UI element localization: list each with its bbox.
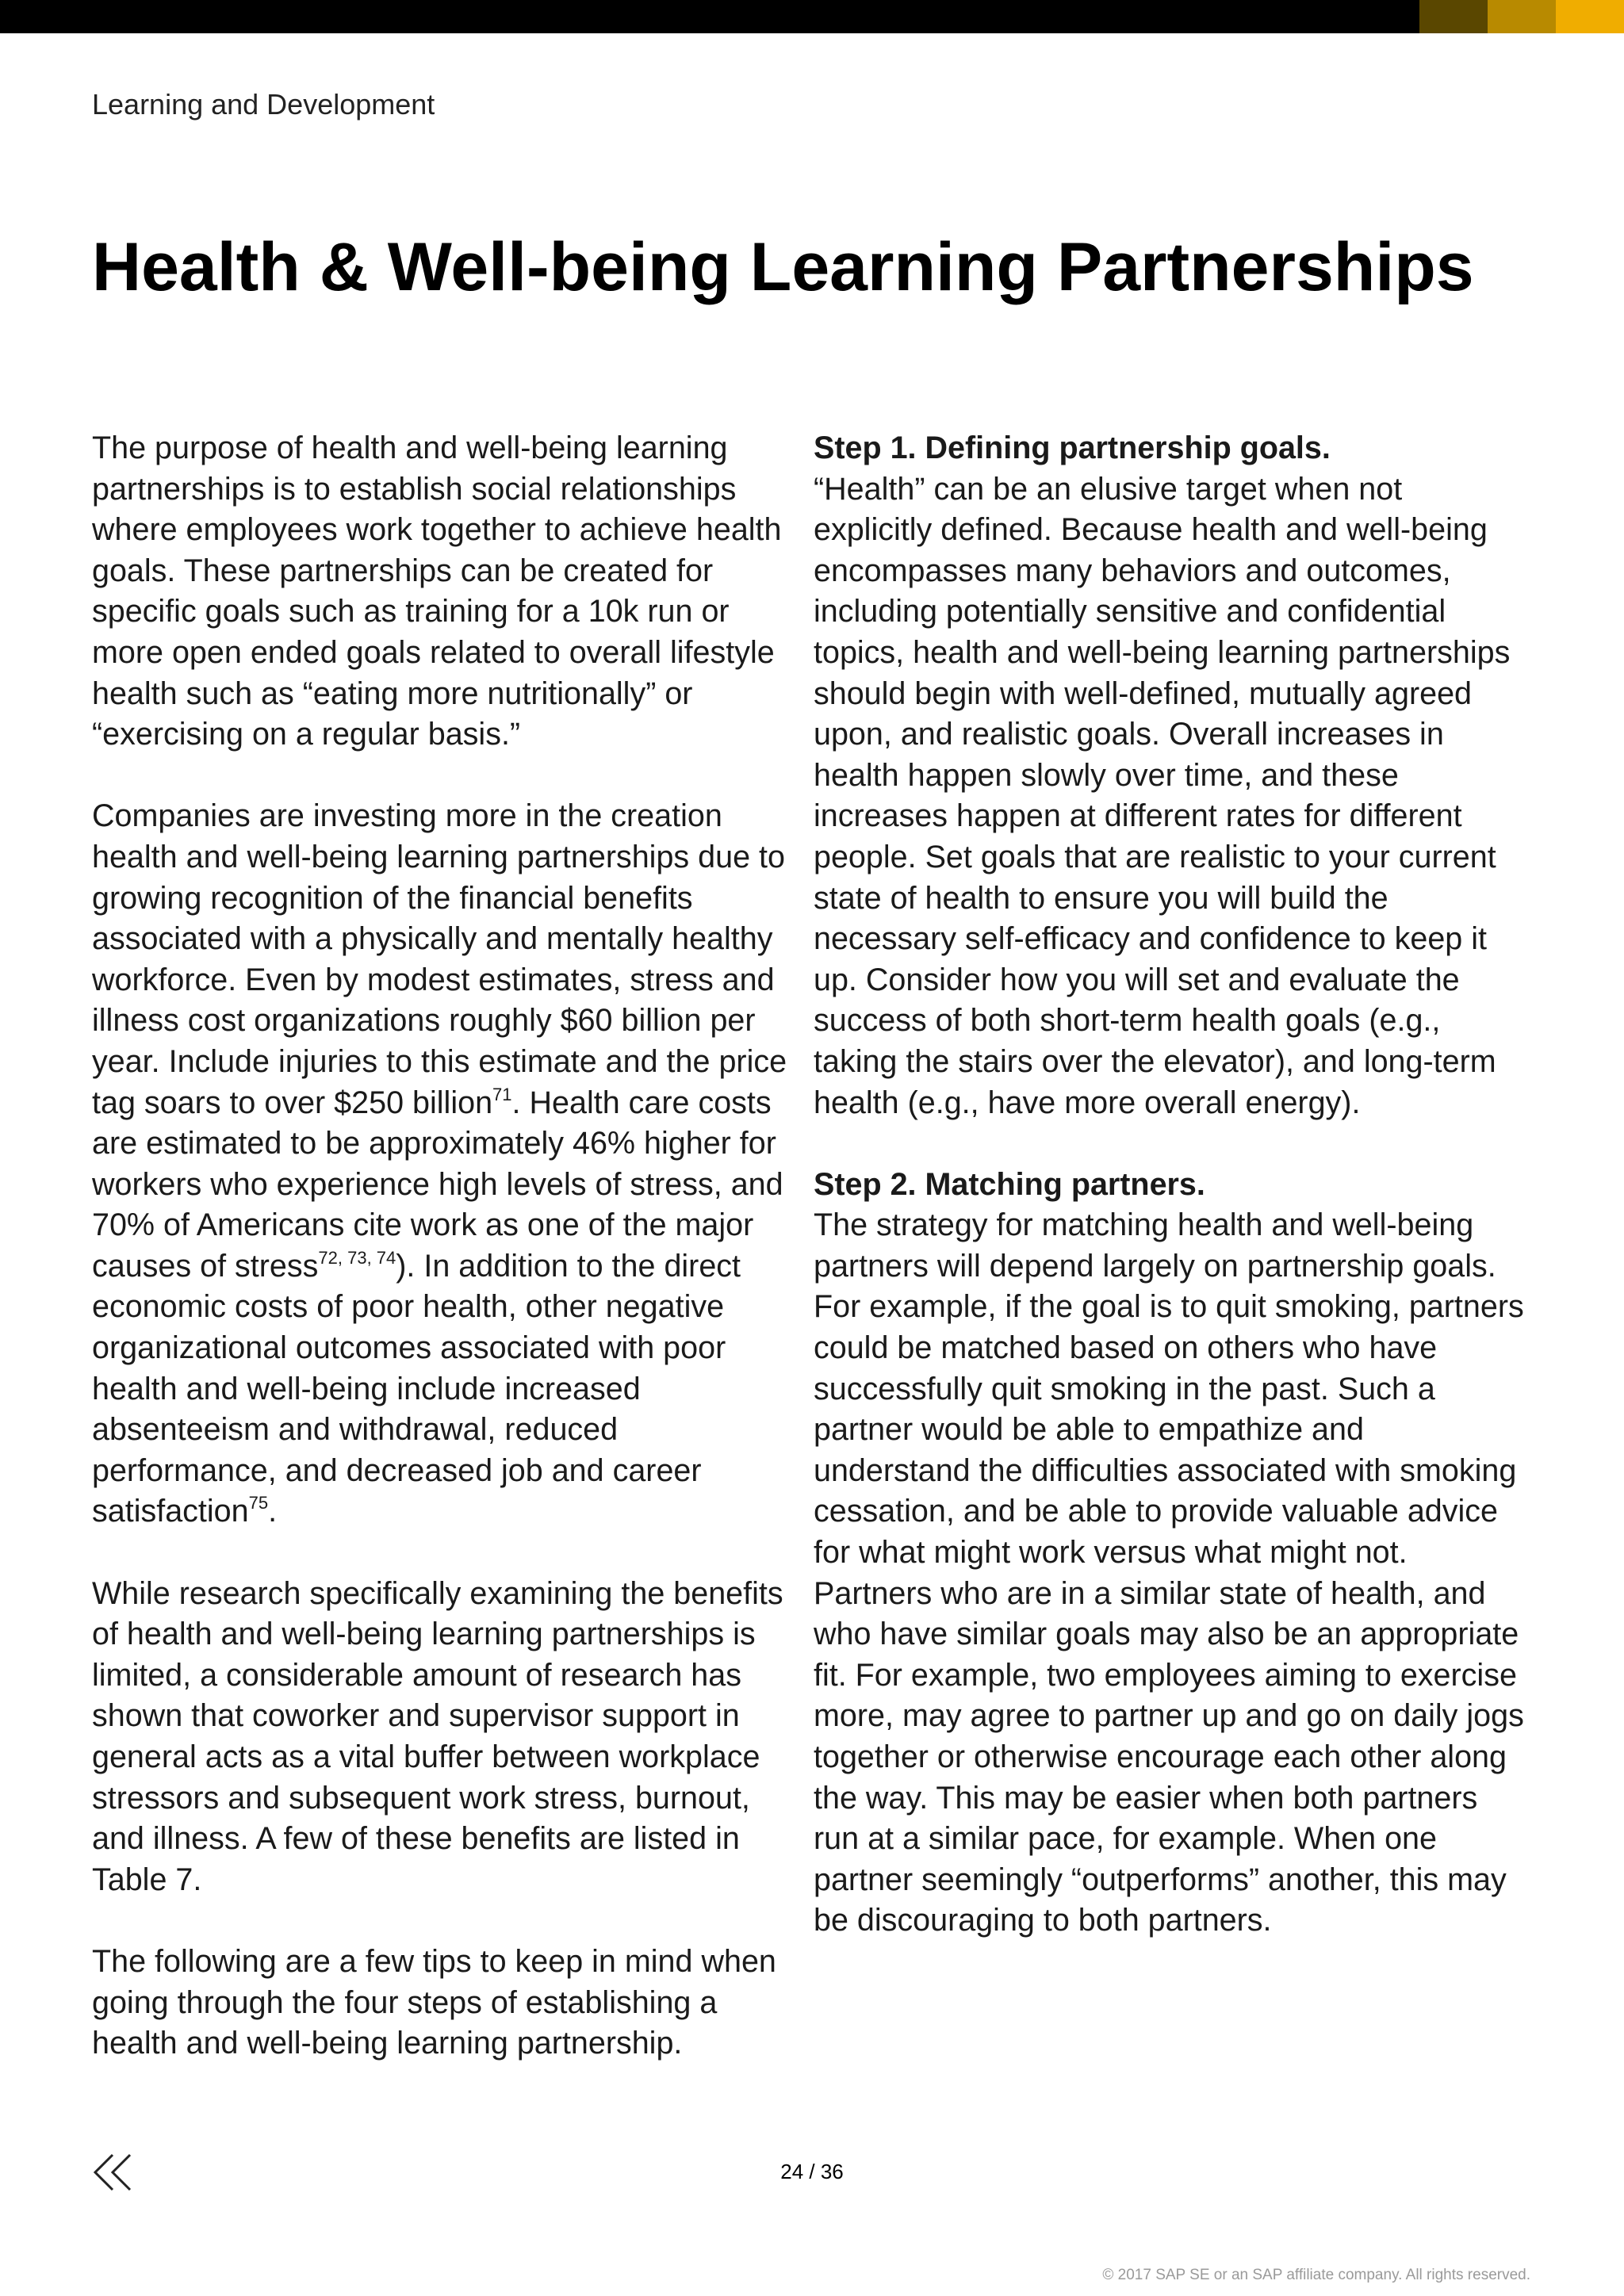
- tips-paragraph: The following are a few tips to keep in mind when going through the four steps of establishing a health and well-being learning partnership.: [92, 1943, 776, 2061]
- brand-accent-segment-light: [1556, 0, 1624, 33]
- copyright-notice: © 2017 SAP SE or an SAP affiliate company. All rights reserved.: [1102, 2267, 1530, 2283]
- brand-accent-segment-dark: [1419, 0, 1488, 33]
- investment-text-3: ). In addition to the direct economic costs of poor health, other negative organizational outcomes associated with poor health and well-being include increased absenteeism and withdrawal, reduced performance, and decreased job and career satisfaction: [92, 1248, 741, 1529]
- top-brand-bar: [0, 0, 1624, 33]
- page-title: Health & Well-being Learning Partnerships: [92, 229, 1474, 305]
- section-label: Learning and Development: [92, 88, 435, 121]
- investment-text-1: Companies are investing more in the creation health and well-being learning partnerships due to growing recognition of the financial benefits associated with a physically and mentally healthy workforce. Even by modest estimates, stress and illness cost organizations roughly $60 billion per year. Include injuries to this estimate and the price tag soars to over $250 billion: [92, 798, 787, 1120]
- reference-72-74: 72, 73, 74: [318, 1247, 396, 1268]
- reference-71: 71: [492, 1084, 512, 1104]
- reference-75: 75: [248, 1493, 269, 1513]
- left-column: [92, 428, 806, 2105]
- investment-paragraph: [92, 796, 806, 1533]
- step2-heading: Step 2. Matching partners.: [814, 1166, 1205, 1202]
- research-paragraph: While research specifically examining the benefits of health and well-being learning partnerships is limited, a considerable amount of research has shown that coworker and supervisor support in general acts as a vital buffer between workplace stressors and subsequent work stress, burnout, and illness. A few of these benefits are listed in Table 7.: [92, 1575, 783, 1897]
- investment-text-4: .: [268, 1494, 278, 1529]
- step1-body: “Health” can be an elusive target when not explicitly defined. Because health and well-being encompasses many behaviors and outcomes, including potentially sensitive and confidential topics, health and well-being learning partnerships should begin with well-defined, mutually agreed upon, and realistic goals. Overall increases in health happen slowly over time, and these increases happen at different rates for different people. Set goals that are realistic to your current state of health to ensure you will build the necessary self-efficacy and confidence to keep it up. Consider how you will set and evaluate the success of both short-term health goals (e.g., taking the stairs over the elevator), and long-term health (e.g., have more overall energy).: [814, 471, 1511, 1120]
- page-number: 24 / 36: [780, 2160, 844, 2183]
- brand-accent-segment-mid: [1488, 0, 1556, 33]
- step1-heading: Step 1. Defining partnership goals.: [814, 430, 1331, 465]
- investment-text-2: . Health care costs are estimated to be approximately 46% higher for workers who experience high levels of stress, and 70% of Americans cite work as one of the major causes of stress: [92, 1085, 783, 1284]
- right-column: [814, 428, 1527, 1983]
- step2-body: The strategy for matching health and well-being partners will depend largely on partnership goals. For example, if the goal is to quit smoking, partners could be matched based on others who have successfully quit smoking in the past. Such a partner would be able to empathize and understand the difficulties associated with smoking cessation, and be able to provide valuable advice for what might work versus what might not. Partners who are in a similar state of health, and who have similar goals may also be an appropriate fit. For example, two employees aiming to exercise more, may agree to partner up and go on daily jogs together or otherwise encourage each other along the way. This may be easier when both partners run at a similar pace, for example. When one partner seemingly “outperforms” another, this may be discouraging to both partners.: [814, 1207, 1524, 1938]
- intro-paragraph: The purpose of health and well-being learning partnerships is to establish social relationships where employees work together to achieve health goals. These partnerships can be created for specific goals such as training for a 10k run or more open ended goals related to overall lifestyle health such as “eating more nutritionally” or “exercising on a regular basis.”: [92, 430, 782, 752]
